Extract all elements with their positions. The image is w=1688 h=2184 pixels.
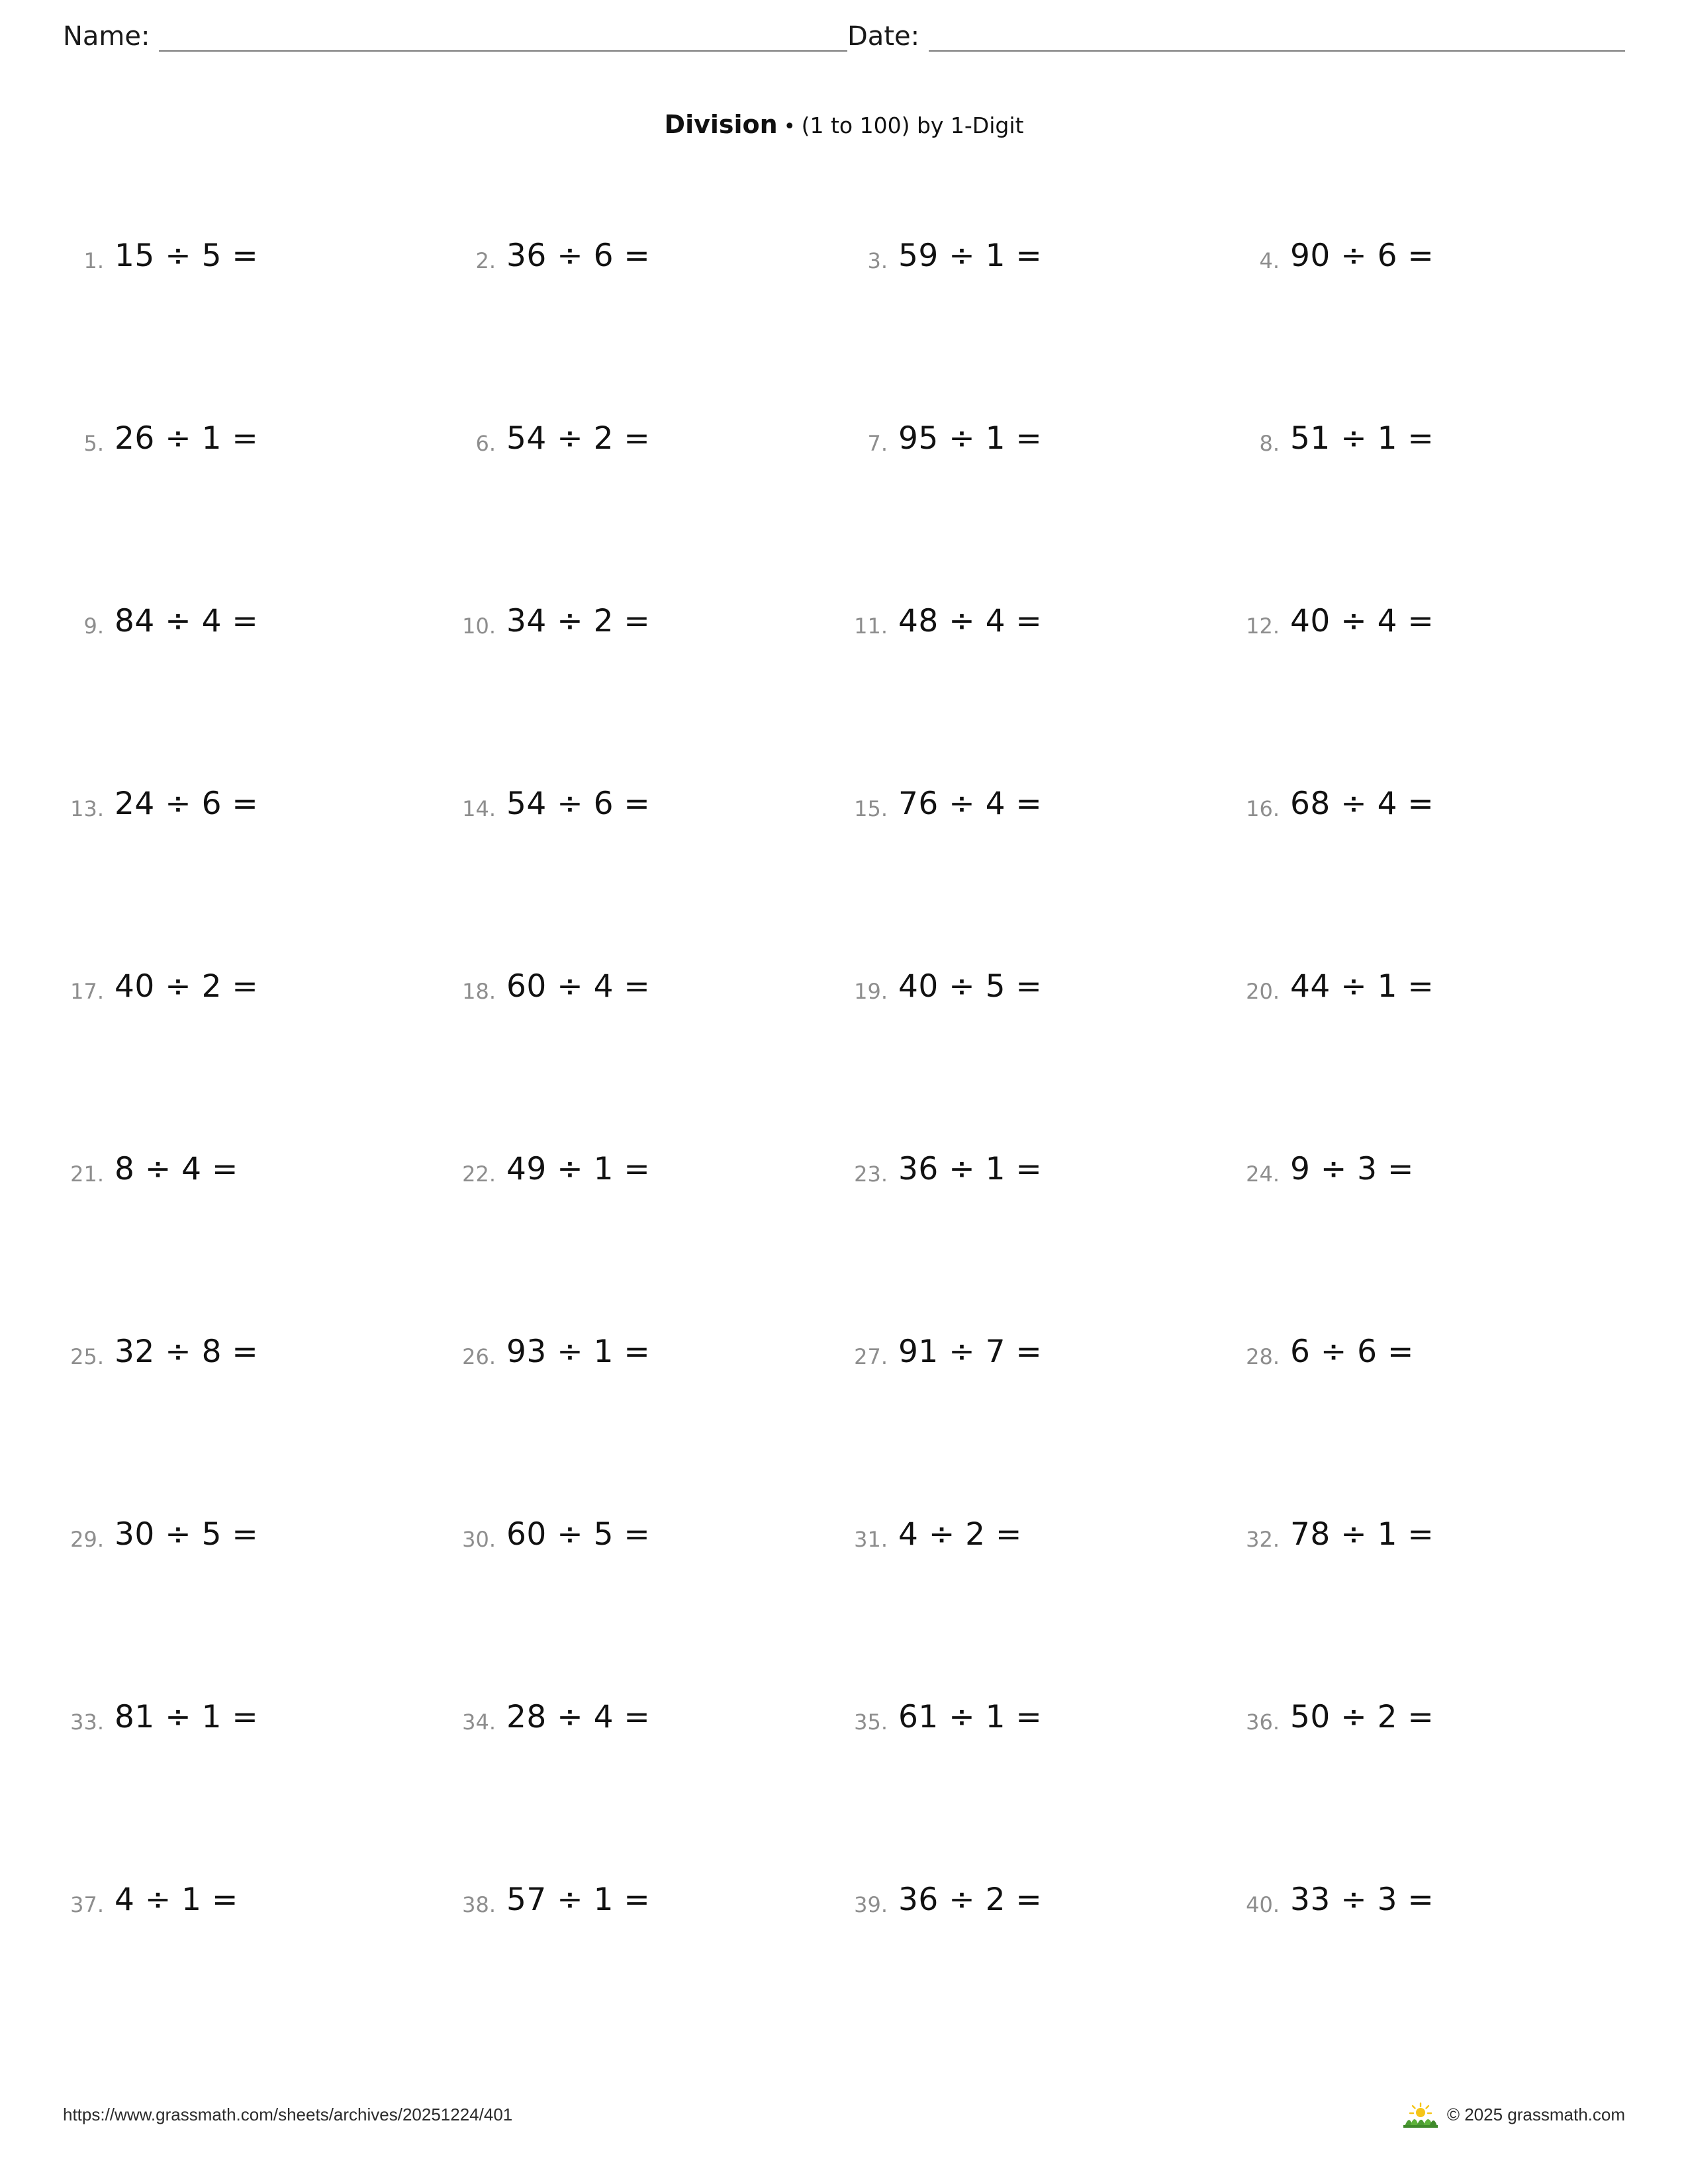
- problem-item: [455, 1872, 847, 2055]
- problem-number: 6.: [475, 431, 496, 456]
- problem-number: 7.: [867, 431, 888, 456]
- worksheet-footer: [63, 2101, 1625, 2128]
- problem-item: [455, 776, 847, 959]
- problem-item: [1239, 411, 1630, 594]
- problem-expression[interactable]: 8 ÷ 4 =: [115, 1151, 238, 1187]
- page-title: [0, 110, 1688, 139]
- problem-number: 29.: [70, 1527, 104, 1552]
- footer-right-group: [1403, 2101, 1625, 2128]
- problem-number: 9.: [83, 614, 104, 639]
- date-label: Date:: [847, 21, 920, 52]
- problem-item: [63, 1872, 455, 2055]
- problem-item: [1239, 594, 1630, 776]
- problem-expression[interactable]: 59 ÷ 1 =: [898, 238, 1043, 274]
- title-subtitle: (1 to 100) by 1-Digit: [801, 113, 1024, 138]
- problem-number: 20.: [1246, 979, 1280, 1004]
- problem-item: [847, 594, 1239, 776]
- problem-expression[interactable]: 40 ÷ 5 =: [898, 968, 1043, 1005]
- problem-expression[interactable]: 32 ÷ 8 =: [115, 1334, 259, 1370]
- problem-expression[interactable]: 50 ÷ 2 =: [1290, 1699, 1434, 1735]
- problem-item: [63, 1690, 455, 1872]
- problem-item: [63, 594, 455, 776]
- problem-expression[interactable]: 30 ÷ 5 =: [115, 1516, 259, 1553]
- problem-number: 17.: [70, 979, 104, 1004]
- problem-number: 1.: [83, 248, 104, 273]
- problem-expression[interactable]: 61 ÷ 1 =: [898, 1699, 1043, 1735]
- problem-number: 35.: [854, 1709, 888, 1735]
- problem-expression[interactable]: 9 ÷ 3 =: [1290, 1151, 1414, 1187]
- problems-grid: [63, 228, 1632, 2055]
- problem-item: [63, 776, 455, 959]
- problem-expression[interactable]: 15 ÷ 5 =: [115, 238, 259, 274]
- problem-expression[interactable]: 6 ÷ 6 =: [1290, 1334, 1414, 1370]
- problem-number: 19.: [854, 979, 888, 1004]
- problem-item: [63, 1142, 455, 1324]
- problem-expression[interactable]: 78 ÷ 1 =: [1290, 1516, 1434, 1553]
- problem-expression[interactable]: 54 ÷ 2 =: [506, 420, 651, 457]
- problem-number: 40.: [1246, 1892, 1280, 1917]
- problem-expression[interactable]: 60 ÷ 5 =: [506, 1516, 651, 1553]
- problem-item: [847, 1872, 1239, 2055]
- problem-expression[interactable]: 84 ÷ 4 =: [115, 603, 259, 639]
- problem-number: 2.: [475, 248, 496, 273]
- problem-item: [847, 1507, 1239, 1690]
- problem-expression[interactable]: 60 ÷ 4 =: [506, 968, 651, 1005]
- copyright-text: © 2025 grassmath.com: [1446, 2104, 1625, 2124]
- problem-number: 31.: [854, 1527, 888, 1552]
- problem-number: 11.: [854, 614, 888, 639]
- problem-expression[interactable]: 40 ÷ 4 =: [1290, 603, 1434, 639]
- problem-item: [455, 959, 847, 1142]
- problem-number: 13.: [70, 796, 104, 821]
- problem-item: [1239, 959, 1630, 1142]
- problem-number: 27.: [854, 1344, 888, 1369]
- problem-number: 5.: [83, 431, 104, 456]
- problem-expression[interactable]: 36 ÷ 1 =: [898, 1151, 1043, 1187]
- problem-number: 15.: [854, 796, 888, 821]
- problem-item: [1239, 776, 1630, 959]
- problem-expression[interactable]: 4 ÷ 1 =: [115, 1882, 238, 1918]
- problem-item: [63, 959, 455, 1142]
- problem-number: 24.: [1246, 1161, 1280, 1187]
- problem-expression[interactable]: 51 ÷ 1 =: [1290, 420, 1434, 457]
- problem-expression[interactable]: 33 ÷ 3 =: [1290, 1882, 1434, 1918]
- problem-number: 18.: [462, 979, 496, 1004]
- problem-number: 37.: [70, 1892, 104, 1917]
- date-write-line[interactable]: [929, 21, 1625, 52]
- problem-item: [1239, 1324, 1630, 1507]
- problem-item: [455, 1690, 847, 1872]
- problem-item: [63, 228, 455, 411]
- problem-item: [455, 1324, 847, 1507]
- problem-item: [63, 1324, 455, 1507]
- problem-expression[interactable]: 54 ÷ 6 =: [506, 786, 651, 822]
- problem-number: 36.: [1246, 1709, 1280, 1735]
- problem-number: 12.: [1246, 614, 1280, 639]
- problem-item: [63, 1507, 455, 1690]
- sun-over-grass-icon: [1403, 2101, 1438, 2128]
- source-url[interactable]: https://www.grassmath.com/sheets/archives/20251224/401: [63, 2104, 513, 2124]
- problem-expression[interactable]: 48 ÷ 4 =: [898, 603, 1043, 639]
- problem-expression[interactable]: 24 ÷ 6 =: [115, 786, 259, 822]
- problem-number: 38.: [462, 1892, 496, 1917]
- problem-expression[interactable]: 76 ÷ 4 =: [898, 786, 1043, 822]
- problem-item: [847, 1690, 1239, 1872]
- problem-item: [455, 1507, 847, 1690]
- problem-number: 32.: [1246, 1527, 1280, 1552]
- problem-expression[interactable]: 81 ÷ 1 =: [115, 1699, 259, 1735]
- problem-number: 16.: [1246, 796, 1280, 821]
- problem-item: [847, 1142, 1239, 1324]
- problem-item: [847, 1324, 1239, 1507]
- problem-expression[interactable]: 90 ÷ 6 =: [1290, 238, 1434, 274]
- problem-number: 30.: [462, 1527, 496, 1552]
- problem-expression[interactable]: 4 ÷ 2 =: [898, 1516, 1022, 1553]
- title-separator: •: [783, 115, 796, 138]
- problem-expression[interactable]: 36 ÷ 2 =: [898, 1882, 1043, 1918]
- title-main: Division: [664, 110, 778, 139]
- problem-item: [847, 411, 1239, 594]
- name-field[interactable]: [63, 21, 847, 52]
- problem-item: [1239, 1690, 1630, 1872]
- problem-number: 34.: [462, 1709, 496, 1735]
- problem-expression[interactable]: 93 ÷ 1 =: [506, 1334, 651, 1370]
- problem-expression[interactable]: 57 ÷ 1 =: [506, 1882, 651, 1918]
- problem-item: [847, 959, 1239, 1142]
- problem-item: [63, 411, 455, 594]
- problem-item: [1239, 1872, 1630, 2055]
- problem-item: [455, 594, 847, 776]
- problem-item: [1239, 1507, 1630, 1690]
- problem-expression[interactable]: 68 ÷ 4 =: [1290, 786, 1434, 822]
- problem-number: 33.: [70, 1709, 104, 1735]
- worksheet-header: [63, 21, 1625, 52]
- problem-expression[interactable]: 95 ÷ 1 =: [898, 420, 1043, 457]
- problem-number: 25.: [70, 1344, 104, 1369]
- problem-item: [847, 776, 1239, 959]
- date-field[interactable]: [847, 21, 1625, 52]
- problem-item: [455, 1142, 847, 1324]
- problem-number: 39.: [854, 1892, 888, 1917]
- problem-number: 4.: [1259, 248, 1280, 273]
- problem-expression[interactable]: 44 ÷ 1 =: [1290, 968, 1434, 1005]
- problem-number: 23.: [854, 1161, 888, 1187]
- problem-number: 28.: [1246, 1344, 1280, 1369]
- name-label: Name:: [63, 21, 150, 52]
- name-write-line[interactable]: [159, 21, 847, 52]
- problem-expression[interactable]: 34 ÷ 2 =: [506, 603, 651, 639]
- problem-item: [1239, 1142, 1630, 1324]
- problem-expression[interactable]: 36 ÷ 6 =: [506, 238, 651, 274]
- problem-item: [1239, 228, 1630, 411]
- problem-item: [847, 228, 1239, 411]
- problem-expression[interactable]: 28 ÷ 4 =: [506, 1699, 651, 1735]
- problem-item: [455, 411, 847, 594]
- problem-number: 14.: [462, 796, 496, 821]
- problem-number: 22.: [462, 1161, 496, 1187]
- problem-number: 10.: [462, 614, 496, 639]
- problem-expression[interactable]: 40 ÷ 2 =: [115, 968, 259, 1005]
- problem-number: 8.: [1259, 431, 1280, 456]
- problem-expression[interactable]: 91 ÷ 7 =: [898, 1334, 1043, 1370]
- problem-item: [455, 228, 847, 411]
- problem-expression[interactable]: 26 ÷ 1 =: [115, 420, 259, 457]
- problem-number: 26.: [462, 1344, 496, 1369]
- problem-number: 3.: [867, 248, 888, 273]
- problem-number: 21.: [70, 1161, 104, 1187]
- problem-expression[interactable]: 49 ÷ 1 =: [506, 1151, 651, 1187]
